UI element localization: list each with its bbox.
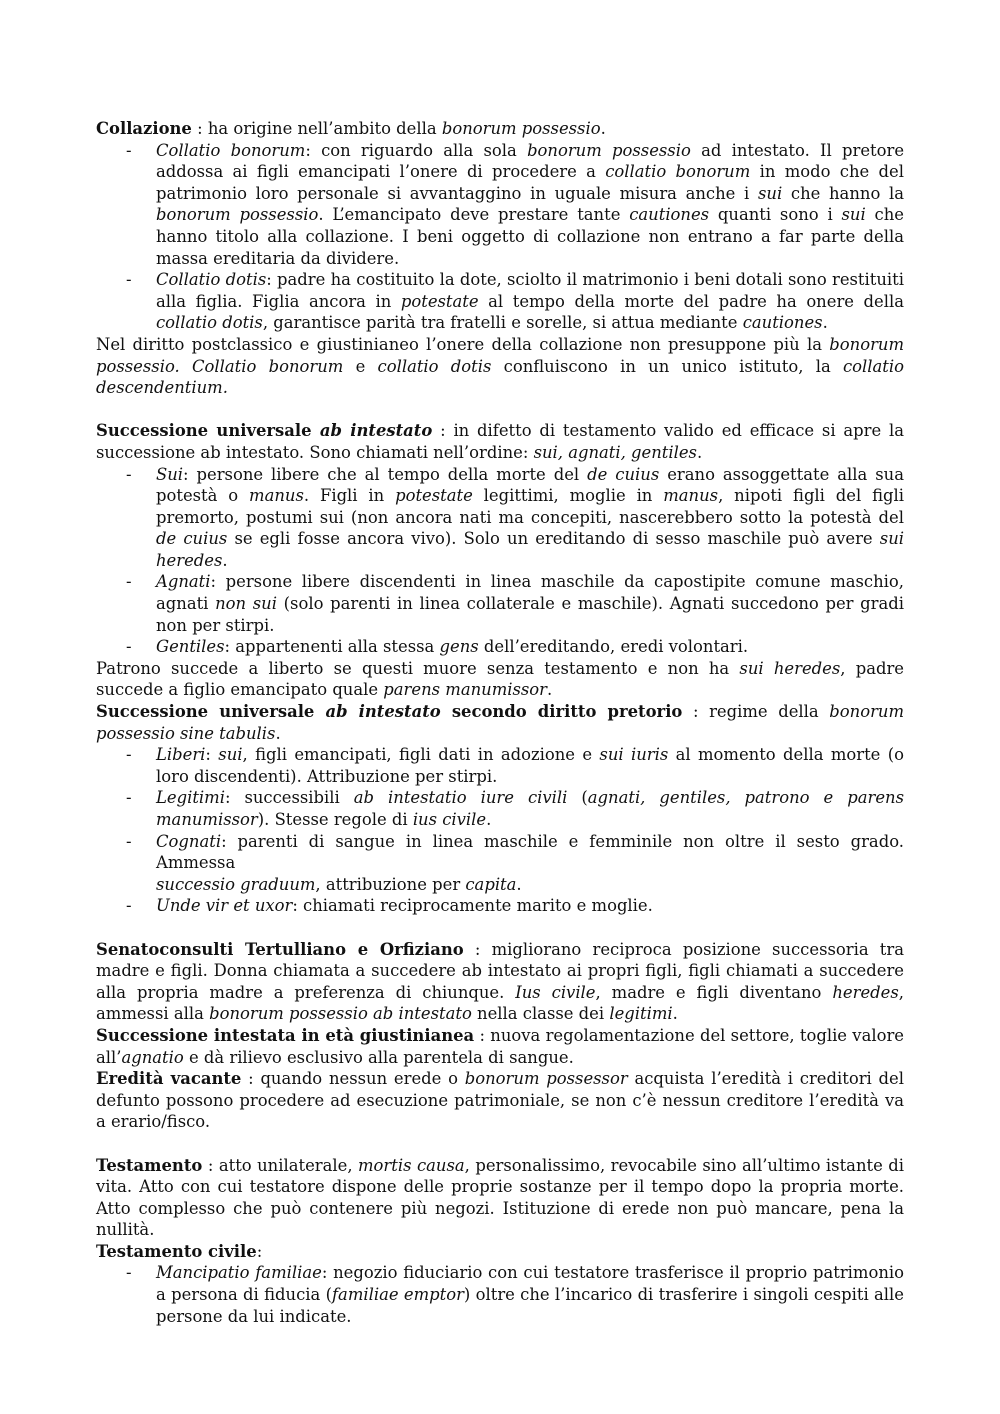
testamento-paragraph: Testamento : atto unilaterale, mortis causa, personalissimo, revocabile sino all’ultimo istante di vita. Atto con cui testatore dispone delle proprie sostanze per il tempo dopo la propria morte. Atto complesso che può contenere più negozi. Istituzione di erede non può mancare, pena la nullità. (96, 1155, 904, 1240)
eredita-vacante-heading: Eredità vacante (96, 1069, 242, 1089)
paragraph-gap (96, 1133, 904, 1155)
list-item-gentiles: - Gentiles: appartenenti alla stessa gens dell’ereditando, eredi volontari. (96, 636, 904, 658)
testamento-heading: Testamento (96, 1155, 203, 1175)
list-item-agnati: - Agnati: persone libere discendenti in linea maschile da capostipite comune maschio, agnati non sui (solo parenti in linea collaterale e maschile). Agnati succedono per gradi non per stirpi. (96, 571, 904, 636)
list-item-mancipatio-familiae: - Mancipatio familiae: negozio fiduciario con cui testatore trasferisce il proprio patrimonio a persona di fiducia (familiae emptor) oltre che l’incarico di trasferire i singoli cespiti alle persone da lui indicate. (96, 1262, 904, 1327)
list-item-sui: - Sui: persone libere che al tempo della morte del de cuius erano assoggettate alla sua potestà o manus. Figli in potestate legittimi, moglie in manus, nipoti figli del figli premorto, postumi sui (non ancora nati ma concepiti, nascerebbero sotto la potestà del de cuius se egli fosse ancora vivo). Solo un ereditando di sesso maschile può avere sui heredes. (96, 464, 904, 572)
successione-pretorio-list (96, 744, 904, 917)
list-item-collatio-dotis: - Collatio dotis: padre ha costituito la dote, sciolto il matrimonio i beni dotali sono restituiti alla figlia. Figlia ancora in potestate al tempo della morte del padre ha onere della collatio dotis, garantisce parità tra fratelli e sorelle, si attua mediante cautiones. (96, 269, 904, 334)
collazione-paragraph: Collazione : ha origine nell’ambito della bonorum possessio. (96, 119, 606, 138)
document-page (96, 118, 904, 1327)
collazione-list (96, 140, 904, 334)
successione-universale-paragraph: Successione universale ab intestato : in difetto di testamento valido ed efficace si apre la successione ab intestato. Sono chiamati nell’ordine: sui, agnati, gentiles. (96, 421, 905, 462)
senatoconsulti-heading: Senatoconsulti Tertulliano e Orfiziano (96, 939, 464, 959)
testamento-civile-heading: Testamento civile (96, 1241, 257, 1261)
successione-pretorio-paragraph: Successione universale ab intestato secondo diritto pretorio : regime della bonorum possessio sine tabulis. (96, 702, 904, 743)
successione-universale-heading: Successione universale ab intestato (96, 421, 433, 441)
list-item-collatio-bonorum: - Collatio bonorum: con riguardo alla sola bonorum possessio ad intestato. Il pretore addossa ai figli emancipati l’onere di procedere a collatio bonorum in modo che del patrimonio loro personale si avvantaggino in uguale misura anche i sui che hanno la bonorum possessio. L’emancipato deve prestare tante cautiones quanti sono i sui che hanno titolo alla collazione. I beni oggetto di collazione non entrano a far parte della massa ereditaria da dividere. (96, 140, 904, 270)
eredita-vacante-paragraph: Eredità vacante : quando nessun erede o bonorum possessor acquista l’eredità i creditori del defunto possono procedere ad esecuzione patrimoniale, se non c’è nessun creditore l’eredità va a erario/fisco. (96, 1069, 904, 1132)
testamento-civile-paragraph: Testamento civile: (96, 1241, 263, 1261)
list-item-unde-vir-et-uxor: - Unde vir et uxor: chiamati reciprocamente marito e moglie. (96, 895, 904, 917)
collazione-heading: Collazione (96, 119, 192, 138)
giustinianea-heading: Successione intestata in età giustinianea (96, 1025, 475, 1045)
list-item-liberi: - Liberi: sui, figli emancipati, figli dati in adozione e sui iuris al momento della morte (o loro discendenti). Attribuzione per stirpi. (96, 744, 904, 787)
testamento-civile-list (96, 1262, 904, 1327)
senatoconsulti-paragraph: Senatoconsulti Tertulliano e Orfiziano : migliorano reciproca posizione successoria tra madre e figli. Donna chiamata a succedere ab intestato ai propri figli, figli chiamati a succedere alla propria madre a preferenza di chiunque. Ius civile, madre e figli diventano heredes, ammessi alla bonorum possessio ab intestato nella classe dei legitimi. (96, 939, 905, 1024)
successione-pretorio-heading: Successione universale ab intestato secondo diritto pretorio (96, 702, 683, 722)
list-item-cognati: - Cognati: parenti di sangue in linea maschile e femminile non oltre il sesto grado. Ammessa successio graduum, attribuzione per capita. (96, 831, 904, 896)
successione-universale-list (96, 464, 904, 658)
patrono-paragraph: Patrono succede a liberto se questi muore senza testamento e non ha sui heredes, padre succede a figlio emancipato quale parens manumissor. (96, 658, 904, 700)
paragraph-gap (96, 399, 904, 421)
collazione-postclassico-paragraph: Nel diritto postclassico e giustinianeo l’onere della collazione non presuppone più la bonorum possessio. Collatio bonorum e collatio dotis confluiscono in un unico istituto, la collatio descendentium. (96, 334, 904, 398)
list-item-legitimi: - Legitimi: successibili ab intestatio iure civili (agnati, gentiles, patrono e parens manumissor). Stesse regole di ius civile. (96, 787, 904, 830)
paragraph-gap (96, 917, 904, 939)
giustinianea-paragraph: Successione intestata in età giustinianea : nuova regolamentazione del settore, toglie valore all’agnatio e dà rilievo esclusivo alla parentela di sangue. (96, 1025, 904, 1067)
